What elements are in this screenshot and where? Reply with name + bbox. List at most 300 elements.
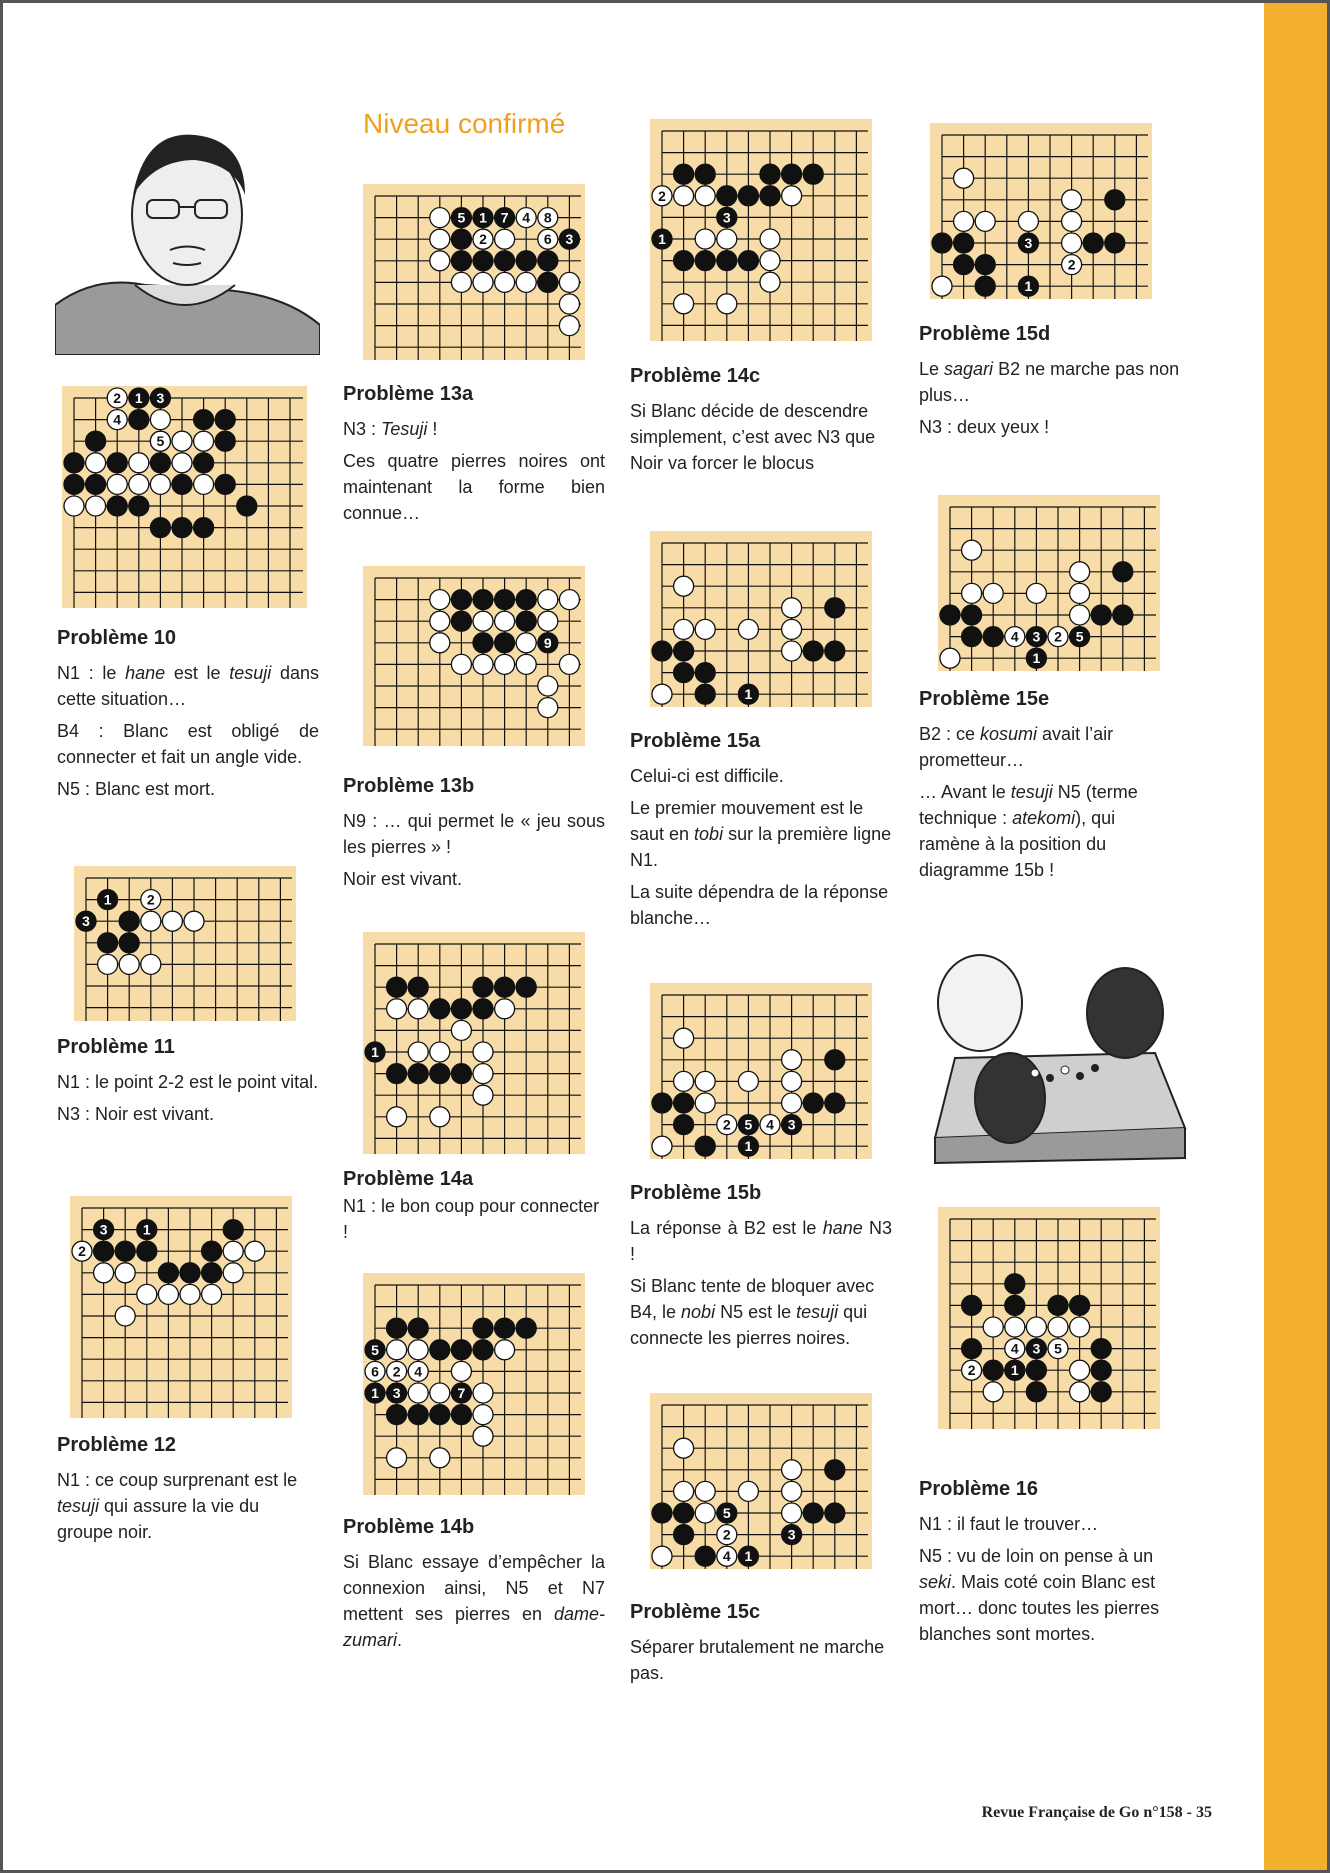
move-number: 3: [787, 1526, 796, 1543]
move-number: 4: [522, 209, 531, 226]
black-stone: [180, 1263, 200, 1283]
black-stone: [1113, 605, 1133, 625]
white-stone: [430, 208, 450, 228]
black-stone: [825, 598, 845, 618]
white-stone: [495, 229, 515, 249]
white-stone: [695, 619, 715, 639]
black-stone: [86, 474, 106, 494]
white-stone: [408, 1383, 428, 1403]
white-stone: [559, 294, 579, 314]
problem-15d-title: Problème 15d: [919, 323, 1051, 345]
black-stone: [674, 1503, 694, 1523]
problem-15a-block: [630, 730, 892, 937]
move-number: 8: [543, 209, 552, 226]
white-stone: [559, 654, 579, 674]
move-number: 4: [414, 1363, 423, 1380]
white-stone: [983, 1317, 1003, 1337]
move-number: 4: [113, 411, 122, 428]
white-stone: [387, 1107, 407, 1127]
white-stone: [782, 1460, 802, 1480]
black-stone: [538, 272, 558, 292]
move-number: 2: [1067, 256, 1076, 273]
black-stone: [495, 977, 515, 997]
problem-10-text-2: B4 : Blanc est obligé de connecter et fait un angle vide.: [57, 721, 319, 767]
black-stone: [129, 410, 149, 430]
black-stone: [451, 1064, 471, 1084]
black-stone: [695, 251, 715, 271]
move-number: 2: [113, 390, 122, 406]
problem-13b-text-1: N9 : … qui permet le « jeu sous les pierres » !: [343, 811, 605, 857]
white-stone: [760, 229, 780, 249]
white-stone: [782, 1050, 802, 1070]
move-number: 3: [722, 209, 731, 226]
problem-10-block: [57, 627, 319, 808]
white-stone: [473, 1064, 493, 1084]
white-stone: [674, 1028, 694, 1048]
move-number: 7: [457, 1385, 466, 1401]
black-stone: [129, 496, 149, 516]
white-stone: [983, 1382, 1003, 1402]
white-stone: [473, 1042, 493, 1062]
problem-14c-text-1: Si Blanc décide de descendre simplement, c’est avec N3 que Noir va forcer le blocus: [630, 401, 876, 473]
black-stone: [975, 255, 995, 275]
white-stone: [223, 1263, 243, 1283]
black-stone: [64, 474, 84, 494]
problem-13b-title: Problème 13b: [343, 775, 475, 797]
white-stone: [115, 1306, 135, 1326]
move-number: 1: [1032, 650, 1041, 667]
black-stone: [451, 590, 471, 610]
black-stone: [119, 911, 139, 931]
move-number: 2: [146, 891, 155, 908]
black-stone: [695, 1136, 715, 1156]
black-stone: [975, 276, 995, 296]
problem-10-title: Problème 10: [57, 627, 176, 649]
move-number: 2: [658, 187, 666, 204]
white-stone: [86, 453, 106, 473]
white-stone: [782, 1071, 802, 1091]
black-stone: [954, 255, 974, 275]
black-stone: [495, 590, 515, 610]
white-stone: [430, 590, 450, 610]
white-stone: [782, 1481, 802, 1501]
go-board-problem-14a: [363, 932, 585, 1154]
black-stone: [760, 186, 780, 206]
black-stone: [760, 164, 780, 184]
black-stone: [215, 431, 235, 451]
white-stone: [408, 1042, 428, 1062]
problem-15e-text-2: … Avant le tesuji N5 (terme technique : atekomi), qui ramène à la position du diagramme 15b !: [919, 782, 1138, 880]
white-stone: [107, 474, 127, 494]
problem-11-text-2: N3 : Noir est vivant.: [57, 1104, 215, 1124]
problem-15b-block: [630, 1182, 892, 1357]
white-stone: [782, 619, 802, 639]
black-stone: [516, 1318, 536, 1338]
problem-13a-block: [343, 383, 605, 532]
white-stone: [538, 590, 558, 610]
white-stone: [430, 1042, 450, 1062]
black-stone: [107, 496, 127, 516]
white-stone: [760, 251, 780, 271]
black-stone: [1105, 190, 1125, 210]
black-stone: [825, 1503, 845, 1523]
problem-12-block: [57, 1434, 319, 1551]
black-stone: [983, 1360, 1003, 1380]
move-number: 5: [722, 1505, 731, 1521]
move-number: 2: [392, 1363, 401, 1380]
move-number: 1: [744, 1138, 753, 1155]
problem-13a-text-2: Ces quatre pierres noires ont maintenant la forme bien connue…: [343, 451, 605, 523]
move-number: 3: [99, 1221, 108, 1238]
white-stone: [559, 590, 579, 610]
problem-15c-title: Problème 15c: [630, 1601, 761, 1623]
black-stone: [1091, 1360, 1111, 1380]
black-stone: [430, 999, 450, 1019]
go-board-problem-10: [62, 386, 307, 608]
black-stone: [674, 164, 694, 184]
white-stone: [674, 619, 694, 639]
problem-15a-text-2: Le premier mouvement est le saut en tobi sur la première ligne N1.: [630, 798, 892, 870]
black-stone: [803, 641, 823, 661]
problem-15b-text-1: La réponse à B2 est le hane N3 !: [630, 1218, 893, 1264]
problem-13a-text-1: N3 : Tesuji !: [343, 419, 438, 439]
black-stone: [1026, 1382, 1046, 1402]
move-number: 1: [658, 231, 666, 247]
black-stone: [495, 1318, 515, 1338]
black-stone: [64, 453, 84, 473]
black-stone: [473, 977, 493, 997]
white-stone: [119, 954, 139, 974]
move-number: 2: [78, 1243, 86, 1260]
move-number: 7: [500, 209, 509, 226]
white-stone: [430, 1383, 450, 1403]
white-stone: [782, 1093, 802, 1113]
white-stone: [430, 633, 450, 653]
black-stone: [954, 233, 974, 253]
black-stone: [1070, 1295, 1090, 1315]
black-stone: [695, 663, 715, 683]
white-stone: [516, 633, 536, 653]
problem-14b-title: Problème 14b: [343, 1516, 475, 1538]
go-board-problem-14c: [650, 119, 872, 341]
black-stone: [516, 977, 536, 997]
black-stone: [430, 1405, 450, 1425]
black-stone: [652, 641, 672, 661]
black-stone: [1048, 1295, 1068, 1315]
black-stone: [825, 1460, 845, 1480]
white-stone: [473, 654, 493, 674]
black-stone: [674, 641, 694, 661]
white-stone: [451, 1020, 471, 1040]
problem-14c-title: Problème 14c: [630, 365, 761, 387]
white-stone: [1062, 211, 1082, 231]
black-stone: [825, 1093, 845, 1113]
black-stone: [408, 1064, 428, 1084]
white-stone: [451, 272, 471, 292]
white-stone: [451, 1361, 471, 1381]
white-stone: [695, 1071, 715, 1091]
move-number: 3: [1032, 1340, 1041, 1357]
move-number: 1: [142, 1221, 151, 1238]
white-stone: [1070, 583, 1090, 603]
black-stone: [194, 453, 214, 473]
white-stone: [150, 474, 170, 494]
move-number: 2: [722, 1526, 731, 1543]
white-stone: [451, 654, 471, 674]
white-stone: [717, 229, 737, 249]
black-stone: [1091, 1382, 1111, 1402]
problem-15d-block: [919, 323, 1181, 446]
players-cartoon: [925, 948, 1190, 1168]
white-stone: [180, 1284, 200, 1304]
black-stone: [940, 605, 960, 625]
white-stone: [223, 1241, 243, 1261]
move-number: 5: [371, 1341, 379, 1358]
white-stone: [194, 431, 214, 451]
move-number: 4: [722, 1548, 731, 1565]
white-stone: [695, 186, 715, 206]
white-stone: [538, 611, 558, 631]
go-board-problem-15e: [938, 495, 1160, 671]
move-number: 1: [134, 390, 143, 406]
white-stone: [738, 1481, 758, 1501]
problem-16-text-2: N5 : vu de loin on pense à un seki. Mais coté coin Blanc est mort… donc toutes les pierres blanches sont mortes.: [919, 1546, 1160, 1644]
problem-14a-text-1: N1 : le bon coup pour connecter !: [343, 1196, 600, 1242]
black-stone: [1005, 1295, 1025, 1315]
black-stone: [86, 431, 106, 451]
white-stone: [495, 1340, 515, 1360]
white-stone: [1062, 233, 1082, 253]
white-stone: [652, 684, 672, 704]
move-number: 1: [1010, 1362, 1019, 1379]
go-board-problem-16: [938, 1207, 1160, 1429]
problem-14a-title: Problème 14a: [343, 1168, 474, 1190]
white-stone: [387, 999, 407, 1019]
black-stone: [387, 1405, 407, 1425]
problem-15b-text-2: Si Blanc tente de bloquer avec B4, le nobi N5 est le tesuji qui connecte les pierres noires.: [630, 1276, 875, 1348]
problem-15c-block: [630, 1601, 892, 1692]
black-stone: [98, 933, 118, 953]
white-stone: [674, 294, 694, 314]
white-stone: [495, 272, 515, 292]
move-number: 4: [1010, 628, 1019, 645]
black-stone: [107, 453, 127, 473]
white-stone: [387, 1340, 407, 1360]
move-number: 1: [103, 891, 112, 908]
problem-15a-text-1: Celui-ci est difficile.: [630, 766, 784, 786]
black-stone: [430, 1340, 450, 1360]
white-stone: [430, 1448, 450, 1468]
white-stone: [975, 211, 995, 231]
problem-14a-block: [343, 1168, 605, 1251]
black-stone: [387, 1064, 407, 1084]
go-board-problem-15c: [650, 1393, 872, 1569]
black-stone: [738, 186, 758, 206]
white-stone: [150, 410, 170, 430]
black-stone: [717, 186, 737, 206]
black-stone: [94, 1241, 114, 1261]
move-number: 6: [371, 1363, 379, 1380]
white-stone: [129, 453, 149, 473]
white-stone: [738, 619, 758, 639]
white-stone: [430, 229, 450, 249]
black-stone: [202, 1241, 222, 1261]
white-stone: [738, 1071, 758, 1091]
black-stone: [473, 999, 493, 1019]
white-stone: [64, 496, 84, 516]
move-number: 1: [744, 1548, 753, 1565]
black-stone: [1113, 562, 1133, 582]
section-title: Niveau confirmé: [363, 108, 566, 139]
white-stone: [760, 272, 780, 292]
move-number: 3: [787, 1116, 796, 1133]
problem-12-title: Problème 12: [57, 1434, 176, 1456]
black-stone: [150, 453, 170, 473]
move-number: 5: [744, 1116, 753, 1133]
white-stone: [194, 474, 214, 494]
problem-12-text-1: N1 : ce coup surprenant est le tesuji qui assure la vie du groupe noir.: [57, 1470, 298, 1542]
white-stone: [954, 168, 974, 188]
black-stone: [495, 633, 515, 653]
black-stone: [387, 977, 407, 997]
black-stone: [408, 977, 428, 997]
black-stone: [451, 1405, 471, 1425]
white-stone: [1070, 1360, 1090, 1380]
black-stone: [674, 1525, 694, 1545]
black-stone: [473, 633, 493, 653]
black-stone: [962, 1339, 982, 1359]
move-number: 3: [82, 913, 90, 930]
white-stone: [202, 1284, 222, 1304]
go-board-problem-13a: [363, 184, 585, 360]
black-stone: [803, 164, 823, 184]
move-number: 2: [722, 1116, 731, 1133]
black-stone: [516, 251, 536, 271]
white-stone: [473, 272, 493, 292]
move-number: 2: [1054, 628, 1062, 645]
white-stone: [932, 276, 952, 296]
problem-15c-text-1: Séparer brutalement ne marche pas.: [630, 1637, 885, 1683]
black-stone: [473, 590, 493, 610]
white-stone: [1018, 211, 1038, 231]
problem-15a-text-3: La suite dépendra de la réponse blanche…: [630, 882, 889, 928]
white-stone: [430, 251, 450, 271]
move-number: 1: [371, 1385, 379, 1401]
black-stone: [782, 164, 802, 184]
go-board-problem-11: [74, 866, 296, 1021]
black-stone: [408, 1405, 428, 1425]
white-stone: [1070, 1317, 1090, 1337]
author-portrait: [55, 125, 320, 355]
move-number: 4: [766, 1116, 774, 1133]
problem-16-block: [919, 1478, 1181, 1653]
white-stone: [408, 1340, 428, 1360]
move-number: 6: [543, 231, 552, 248]
move-number: 2: [967, 1362, 976, 1379]
problem-14c-block: [630, 365, 892, 482]
white-stone: [495, 611, 515, 631]
black-stone: [172, 474, 192, 494]
move-number: 3: [156, 390, 165, 406]
white-stone: [940, 648, 960, 668]
white-stone: [559, 272, 579, 292]
white-stone: [674, 1071, 694, 1091]
move-number: 5: [457, 209, 466, 226]
black-stone: [194, 518, 214, 538]
move-number: 3: [1024, 235, 1033, 251]
white-stone: [1062, 190, 1082, 210]
go-board-problem-15a: [650, 531, 872, 707]
white-stone: [430, 1107, 450, 1127]
white-stone: [516, 272, 536, 292]
white-stone: [674, 1481, 694, 1501]
move-number: 5: [1054, 1340, 1062, 1357]
white-stone: [141, 954, 161, 974]
white-stone: [695, 1481, 715, 1501]
black-stone: [215, 410, 235, 430]
move-number: 3: [392, 1385, 401, 1401]
white-stone: [695, 1093, 715, 1113]
move-number: 1: [744, 686, 753, 703]
black-stone: [717, 251, 737, 271]
black-stone: [451, 611, 471, 631]
white-stone: [387, 1448, 407, 1468]
black-stone: [674, 1115, 694, 1135]
white-stone: [695, 1503, 715, 1523]
white-stone: [652, 1136, 672, 1156]
black-stone: [237, 496, 257, 516]
move-number: 5: [1075, 628, 1084, 645]
black-stone: [516, 611, 536, 631]
white-stone: [1026, 1317, 1046, 1337]
problem-13b-block: [343, 775, 605, 898]
white-stone: [94, 1263, 114, 1283]
black-stone: [194, 410, 214, 430]
black-stone: [962, 605, 982, 625]
black-stone: [825, 641, 845, 661]
move-number: 1: [479, 209, 487, 226]
white-stone: [172, 431, 192, 451]
problem-16-text-1: N1 : il faut le trouver…: [919, 1514, 1099, 1534]
white-stone: [695, 229, 715, 249]
problem-15d-text-2: N3 : deux yeux !: [919, 417, 1050, 437]
white-stone: [495, 654, 515, 674]
black-stone: [451, 1340, 471, 1360]
white-stone: [408, 999, 428, 1019]
move-number: 4: [1010, 1340, 1019, 1357]
go-board-problem-15d: [930, 123, 1152, 299]
problem-13b-text-2: Noir est vivant.: [343, 869, 463, 889]
black-stone: [215, 474, 235, 494]
go-board-problem-12: [70, 1196, 292, 1418]
white-stone: [184, 911, 204, 931]
problem-16-title: Problème 16: [919, 1478, 1038, 1500]
white-stone: [559, 316, 579, 336]
white-stone: [538, 676, 558, 696]
white-stone: [162, 911, 182, 931]
black-stone: [430, 1064, 450, 1084]
white-stone: [115, 1263, 135, 1283]
black-stone: [516, 590, 536, 610]
move-number: 5: [156, 433, 165, 450]
move-number: 1: [1024, 278, 1033, 295]
white-stone: [473, 1383, 493, 1403]
black-stone: [932, 233, 952, 253]
problem-15e-title: Problème 15e: [919, 688, 1050, 710]
black-stone: [473, 1318, 493, 1338]
white-stone: [962, 540, 982, 560]
page-edge-stripe: [1264, 0, 1330, 1873]
